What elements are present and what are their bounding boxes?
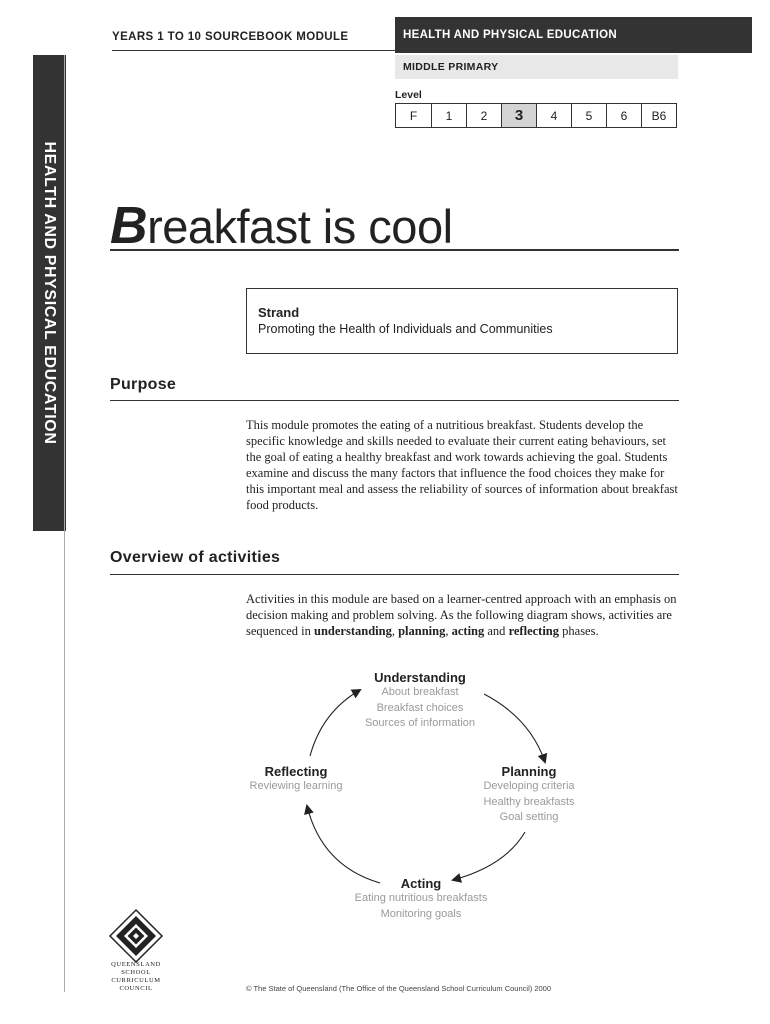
reflecting-item: Reviewing learning <box>249 780 343 792</box>
level-item: 6 <box>606 104 641 127</box>
band-label: MIDDLE PRIMARY <box>395 55 678 79</box>
level-item: 1 <box>431 104 466 127</box>
level-item: 5 <box>571 104 606 127</box>
level-item: F <box>409 108 418 123</box>
level-item: 2 <box>466 104 501 127</box>
phase-reflecting: reflecting <box>508 624 560 638</box>
phase-understanding: understanding <box>314 624 392 638</box>
purpose-text: This module promotes the eating of a nutritious breakfast. Students develop the specific knowledge and skills needed to evaluate their current eating behaviours, set the goal of eating a healthy breakfast and work towards achieving the goal. Students examine and discuss the many factors that influence the food choices they make for this important meal and assess the reliability of sources of information about breakfast food products. <box>246 418 678 512</box>
overview-heading: Overview of activities <box>110 549 281 566</box>
level-item: 4 <box>536 104 571 127</box>
title-initial: B <box>110 197 148 255</box>
separator: and <box>484 624 506 638</box>
phase-acting: acting <box>451 624 485 638</box>
arrow-acting-to-reflecting <box>307 806 380 883</box>
logo-line: COUNCIL <box>119 985 153 992</box>
diagram-understanding <box>330 670 510 732</box>
strand-text: Promoting the Health of Individuals and Communities <box>258 322 553 336</box>
logo-wordmark <box>104 961 168 993</box>
logo-line: QUEENSLAND <box>111 961 161 968</box>
acting-title: Acting <box>400 876 442 891</box>
diagram-planning <box>459 764 599 826</box>
subject-banner: HEALTH AND PHYSICAL EDUCATION <box>395 17 752 53</box>
level-item-selected: 3 <box>501 104 536 127</box>
overview-outro: phases. <box>559 624 599 638</box>
acting-item: Monitoring goals <box>380 907 462 920</box>
planning-title: Planning <box>501 764 557 779</box>
sidebar-label: HEALTH AND PHYSICAL EDUCATION <box>41 141 58 445</box>
reflecting-title: Reflecting <box>264 764 328 779</box>
level-item: B6 <box>641 104 676 127</box>
understanding-item: About breakfast <box>381 686 459 698</box>
planning-item: Healthy breakfasts <box>483 795 575 808</box>
planning-item: Developing criteria <box>483 780 575 792</box>
logo-line: CURRICULUM <box>111 977 161 984</box>
title-rest: reakfast is cool <box>147 200 453 253</box>
series-title: YEARS 1 TO 10 SOURCEBOOK MODULE <box>112 31 349 43</box>
overview-intro: Activities in this module are based on a learner-centred approach with an emphasis on decision making and problem solving. As the following diagram shows, activities are sequenced in <box>246 592 677 638</box>
understanding-item: Sources of information <box>364 717 476 729</box>
margin-rule <box>64 55 65 992</box>
phase-planning: planning <box>398 624 446 638</box>
acting-item: Eating nutritious breakfasts <box>354 892 488 904</box>
qscc-logo-icon <box>106 908 166 964</box>
diagram-acting <box>331 876 511 922</box>
arrow-planning-to-acting <box>453 832 525 880</box>
purpose-heading: Purpose <box>110 376 177 393</box>
strand-label: Strand <box>258 305 300 320</box>
diagram-reflecting <box>236 764 356 795</box>
understanding-item: Breakfast choices <box>376 701 464 714</box>
understanding-title: Understanding <box>374 670 466 685</box>
separator: , <box>391 624 399 638</box>
logo-line: SCHOOL <box>121 969 151 976</box>
level-caption: Level <box>395 89 422 101</box>
copyright-notice: © The State of Queensland (The Office of the Queensland School Curriculum Council) 2000 <box>246 984 552 993</box>
planning-item: Goal setting <box>499 811 559 823</box>
separator: , <box>445 624 452 638</box>
